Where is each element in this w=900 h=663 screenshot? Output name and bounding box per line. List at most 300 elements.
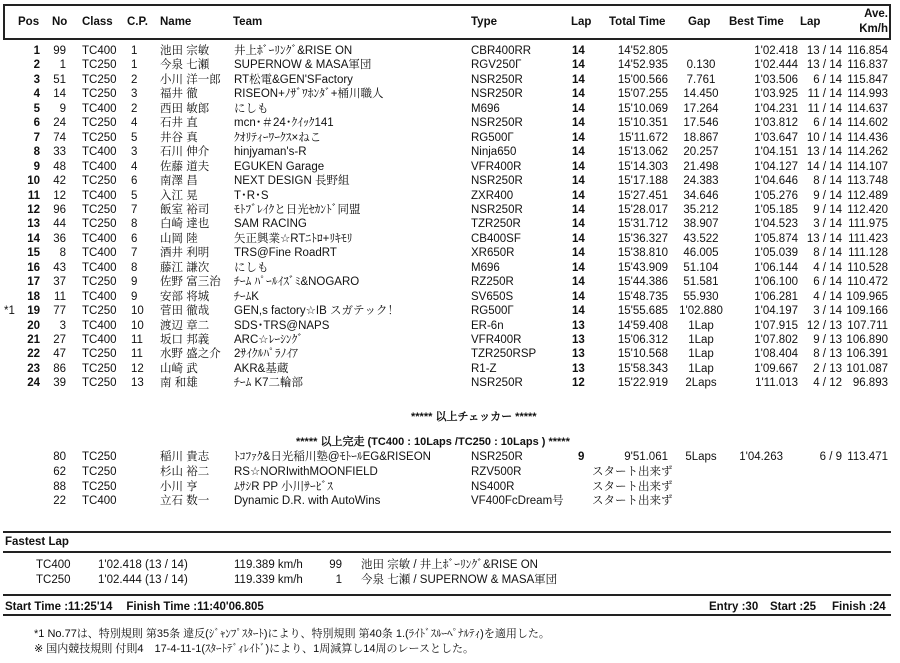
- cell-team: にしも: [234, 102, 269, 115]
- result-row: [0, 190, 900, 204]
- cell-gap: 17.546: [683, 117, 719, 130]
- cell-type: VFR400R: [471, 160, 522, 173]
- cell-lap: 14: [572, 102, 585, 115]
- cell-lap: 14: [572, 45, 585, 57]
- cell-total-time: 15'10.069: [617, 102, 668, 115]
- cell-pos: 18: [27, 290, 40, 303]
- checker-notice: ***** 以上チェッカー *****: [411, 411, 537, 423]
- cell-lap: 13: [572, 362, 585, 375]
- cell-total-time: 15'48.735: [617, 290, 668, 303]
- cell-ave: 107.711: [847, 319, 888, 332]
- cell-cp: 5: [131, 131, 138, 144]
- cell-no: 62: [53, 465, 66, 478]
- cell-type: VF400FcDream号: [471, 495, 564, 508]
- cell-pos: 3: [33, 73, 40, 86]
- cell-cp: 4: [131, 117, 138, 130]
- cell-lap: 9: [578, 451, 585, 463]
- cell-best-time: 1'04.523: [754, 218, 798, 231]
- cell-type: RG500Γ: [471, 131, 514, 144]
- cell-type: R1-Z: [471, 362, 497, 375]
- cell-total-time: 9'51.061: [624, 451, 668, 463]
- cell-no: 48: [53, 160, 66, 173]
- cell-type: SV650S: [471, 290, 514, 303]
- result-row: [0, 305, 900, 319]
- cell-name: 酒井 利明: [160, 247, 210, 260]
- cell-class: TC400: [82, 334, 117, 346]
- cell-best-time: 1'04.231: [754, 102, 798, 115]
- cell-name: 井谷 真: [160, 131, 198, 144]
- cell-best-lap: 8 / 14: [813, 247, 842, 260]
- result-row: [0, 146, 900, 160]
- cell-type: CBR400RR: [471, 45, 532, 57]
- cell-class: TC250: [82, 218, 117, 231]
- cell-ave: 101.087: [846, 362, 888, 375]
- cell-best-lap: 6 / 14: [813, 117, 842, 130]
- cell-cp: 10: [131, 319, 144, 332]
- cell-no: 36: [53, 232, 66, 245]
- cell-best-time: 1'05.874: [754, 232, 798, 245]
- cell-no: 37: [53, 276, 66, 289]
- cell-cp: 1: [131, 59, 138, 72]
- cell-team: ﾁｰﾑK: [234, 290, 259, 303]
- cell-best-time: 1'04.127: [754, 160, 798, 173]
- cell-best-time: 1'02.418: [754, 45, 798, 57]
- cell-team: SDS･TRS@NAPS: [234, 319, 330, 332]
- cell-team: ﾑｻｼR PP 小川ｻｰﾋﾞｽ: [234, 480, 333, 493]
- cell-cp: 7: [131, 203, 138, 216]
- header-cp: C.P.: [127, 16, 148, 28]
- cell-gap: 1Lap: [688, 319, 714, 332]
- cell-pos: 12: [27, 203, 40, 216]
- cell-ave: 110.472: [847, 276, 888, 289]
- cell-team: ﾁｰﾑ K7二輪部: [234, 377, 304, 390]
- cell-total-time: 15'14.303: [617, 160, 668, 173]
- cell-team: SAM RACING: [234, 218, 307, 231]
- cell-best-lap: 8 / 14: [813, 175, 842, 188]
- cell-ave: 115.847: [847, 73, 888, 86]
- fl-time: 1'02.444 (13 / 14): [98, 574, 188, 586]
- cell-pos: 13: [27, 218, 40, 231]
- cell-cp: 4: [131, 160, 138, 173]
- cell-name: 佐野 富三治: [160, 276, 221, 289]
- cell-best-lap: 14 / 14: [806, 160, 842, 173]
- fl-class: TC250: [36, 574, 71, 586]
- cell-cp: 2: [131, 102, 138, 115]
- cell-total-time: 14'52.805: [617, 45, 668, 57]
- cell-pos: 9: [33, 160, 40, 173]
- result-row: [0, 262, 900, 276]
- result-row: [0, 117, 900, 131]
- cell-class: TC250: [82, 73, 117, 86]
- cell-best-time: 1'03.925: [754, 88, 798, 101]
- cell-total-time: 15'07.255: [617, 88, 668, 101]
- cell-best-lap: 8 / 13: [813, 348, 842, 361]
- cell-best-time: 1'03.506: [754, 73, 798, 86]
- result-row: [0, 103, 900, 117]
- cell-gap: 35.212: [683, 203, 719, 216]
- cell-best-lap: 6 / 14: [813, 73, 842, 86]
- fl-no: 99: [329, 559, 342, 571]
- cell-total-time: 15'13.062: [617, 146, 668, 159]
- cell-total-time: 15'55.685: [617, 305, 668, 318]
- cell-name: 南澤 昌: [160, 175, 198, 188]
- cell-pos: 19: [27, 305, 40, 318]
- result-row: [0, 218, 900, 232]
- cell-lap: 14: [572, 59, 585, 72]
- result-row: [0, 45, 900, 59]
- cell-lap: 13: [572, 348, 585, 361]
- cell-class: TC250: [82, 348, 117, 361]
- header-type: Type: [471, 16, 497, 28]
- result-row: [0, 233, 900, 247]
- cell-pos: 16: [27, 261, 40, 274]
- cell-cp: 9: [131, 290, 138, 303]
- cell-pos: 20: [27, 319, 40, 332]
- cell-gap: 5Laps: [685, 451, 717, 463]
- fl-class: TC400: [36, 559, 71, 571]
- cell-type: TZR250RSP: [471, 348, 537, 361]
- cell-ave: 114.436: [847, 131, 888, 144]
- cell-name: 杉山 裕二: [160, 465, 210, 478]
- cell-gap: 2Laps: [685, 377, 717, 390]
- cell-ave: 106.391: [846, 348, 888, 361]
- cell-type: NSR250R: [471, 175, 523, 188]
- cell-cp: 3: [131, 88, 138, 101]
- cell-lap: 14: [572, 290, 585, 303]
- cell-type: NSR250R: [471, 117, 523, 130]
- cell-best-lap: 12 / 13: [806, 319, 842, 332]
- divider: [3, 594, 891, 596]
- cell-best-lap: 4 / 14: [813, 290, 842, 303]
- cell-class: TC400: [82, 160, 117, 173]
- cell-cp: 3: [131, 146, 138, 159]
- cell-total-time: 15'31.712: [617, 218, 668, 231]
- cell-best-lap: 11 / 14: [807, 102, 842, 115]
- cell-team: AKR&基蔵: [234, 362, 289, 375]
- cell-name: 南 和雄: [160, 377, 198, 390]
- cell-total-time: 15'06.312: [617, 334, 668, 346]
- cell-lap: 14: [572, 131, 585, 144]
- cell-gap: 18.867: [683, 131, 719, 144]
- cell-class: TC400: [82, 146, 117, 159]
- cell-team: T･R･S: [234, 189, 269, 202]
- cell-name: 渡辺 章二: [160, 319, 210, 332]
- cell-type: RZ250R: [471, 276, 514, 289]
- cell-team: ﾄｺﾌｧｸ&日光稲川塾@ﾓﾄｰﾙEG&RISEON: [234, 451, 431, 463]
- cell-name: 小川 洋一郎: [160, 73, 221, 86]
- result-row: [0, 59, 900, 73]
- cell-best-lap: 2 / 13: [813, 362, 842, 375]
- cell-best-time: 1'07.915: [754, 319, 798, 332]
- cell-type: NSR250R: [471, 377, 523, 390]
- cell-best-time: 1'04.151: [754, 146, 798, 159]
- cell-no: 1: [59, 59, 66, 72]
- footnote-1: *1 No.77は、特別規則 第35条 違反(ｼﾞｬﾝﾌﾟｽﾀｰﾄ)により、特別規則 第40条 1.(ﾗｲﾄﾞｽﾙｰﾍﾟﾅﾙﾃｨ)を適用した。: [34, 628, 550, 640]
- cell-name: 安部 将城: [160, 290, 210, 303]
- cell-gap: 1Lap: [688, 362, 714, 375]
- cell-lap: 13: [572, 319, 585, 332]
- cell-name: 立石 数一: [160, 495, 210, 508]
- cell-lap: 12: [572, 377, 585, 390]
- cell-cp: 11: [131, 348, 143, 361]
- cell-ave: 114.637: [847, 102, 888, 115]
- cell-pos: 6: [33, 117, 40, 130]
- header-lap: Lap: [571, 16, 592, 28]
- divider: [3, 614, 891, 616]
- cell-best-lap: 3 / 14: [813, 305, 842, 318]
- cell-pos: 15: [27, 247, 40, 260]
- cell-best-lap: 13 / 14: [806, 45, 842, 57]
- cell-total-time: 15'28.017: [617, 203, 668, 216]
- cell-ave: 114.262: [847, 146, 888, 159]
- cell-cp: 8: [131, 218, 138, 231]
- cell-type: RGV250Γ: [471, 59, 522, 72]
- fl-rider: 池田 宗敏 / 井上ﾎﾞｰﾘﾝｸﾞ&RISE ON: [361, 559, 538, 571]
- cell-no: 44: [53, 218, 66, 231]
- non-classified-row: [0, 451, 900, 465]
- cell-type: ER-6n: [471, 319, 504, 332]
- cell-team: にしも: [234, 261, 269, 274]
- cell-gap: 1Lap: [688, 334, 714, 346]
- cell-lap: 14: [572, 189, 585, 202]
- cell-class: TC400: [82, 102, 117, 115]
- cell-pos: 8: [33, 146, 40, 159]
- cell-best-time: 1'08.404: [754, 348, 798, 361]
- cell-class: TC400: [82, 189, 117, 202]
- cell-team: ｸｵﾘﾃｨｰﾜｰｸｽ×ねこ: [234, 131, 322, 144]
- cell-class: TC250: [82, 451, 117, 463]
- cell-lap: 14: [572, 305, 585, 318]
- finish-count: Finish :24: [832, 601, 886, 613]
- cell-pos: 7: [33, 131, 40, 144]
- cell-no: 9: [59, 102, 66, 115]
- cell-gap: 51.581: [683, 276, 719, 289]
- cell-best-time: 1'03.812: [754, 117, 798, 130]
- non-classified-row: [0, 466, 900, 480]
- cell-team: mcn･＃24･ｸｲｯｸ141: [234, 117, 334, 130]
- cell-type: Ninja650: [471, 146, 517, 159]
- result-row: [0, 320, 900, 334]
- cell-best-lap: 13 / 14: [806, 59, 842, 72]
- non-classified-row: [0, 495, 900, 509]
- cell-gap: 20.257: [683, 146, 719, 159]
- cell-best-time: 1'06.281: [754, 290, 798, 303]
- cell-name: 藤江 謙次: [160, 261, 210, 274]
- cell-cp: 8: [131, 261, 138, 274]
- cell-status: スタート出来ず: [592, 495, 673, 508]
- cell-name: 佐藤 道夫: [160, 160, 210, 173]
- cell-name: 山岡 陸: [160, 232, 198, 245]
- cell-ave: 111.128: [848, 247, 888, 260]
- cell-name: 小川 亨: [160, 480, 198, 493]
- cell-total-time: 15'36.327: [617, 232, 668, 245]
- cell-class: TC250: [82, 276, 117, 289]
- cell-no: 24: [53, 117, 66, 130]
- cell-best-lap: 13 / 14: [806, 232, 842, 245]
- cell-best-time: 1'04.263: [739, 451, 783, 463]
- header-class: Class: [82, 16, 113, 28]
- cell-class: TC250: [82, 117, 117, 130]
- cell-no: 99: [53, 45, 66, 57]
- cell-cp: 6: [131, 175, 138, 188]
- cell-class: TC250: [82, 131, 117, 144]
- fastest-lap-row: [0, 559, 900, 573]
- cell-ave: 112.489: [847, 189, 888, 202]
- cell-team: RISEON+ﾉｻﾞﾜﾎﾝﾀﾞ+桶川職人: [234, 88, 384, 101]
- header-team: Team: [233, 16, 263, 28]
- cell-no: 3: [59, 319, 66, 332]
- cell-name: 福井 徹: [160, 88, 198, 101]
- cell-type: RZV500R: [471, 465, 522, 478]
- start-time: Start Time :11:25'14: [5, 601, 113, 613]
- cell-name: 西田 敏郎: [160, 102, 210, 115]
- cell-name: 白崎 達也: [160, 218, 210, 231]
- cell-no: 14: [53, 88, 66, 101]
- start-count: Start :25: [770, 601, 817, 613]
- cell-best-lap: 11 / 14: [807, 88, 842, 101]
- cell-name: 飯室 裕司: [160, 203, 210, 216]
- cell-cp: 6: [131, 232, 138, 245]
- cell-lap: 14: [572, 160, 585, 173]
- cell-type: TZR250R: [471, 218, 521, 231]
- cell-best-time: 1'07.802: [754, 334, 798, 346]
- cell-lap: 14: [572, 247, 585, 260]
- cell-lap: 14: [572, 146, 585, 159]
- cell-cp: 1: [131, 45, 138, 57]
- cell-best-time: 1'02.444: [754, 59, 798, 72]
- cell-pos: 4: [33, 88, 40, 101]
- cell-type: RG500Γ: [471, 305, 514, 318]
- cell-ave: 111.423: [848, 232, 888, 245]
- non-classified-row: [0, 481, 900, 495]
- cell-ave: 113.471: [847, 451, 888, 463]
- fl-speed: 119.339 km/h: [234, 574, 303, 586]
- cell-total-time: 15'10.351: [617, 117, 668, 130]
- cell-best-time: 1'03.647: [754, 131, 798, 144]
- cell-pos: 24: [27, 377, 40, 390]
- cell-type: NSR250R: [471, 451, 523, 463]
- cell-team: ﾓﾄﾌﾞﾚｲｸと日光ｾｶﾝﾄﾞ同盟: [234, 203, 361, 216]
- cell-team: NEXT DESIGN 長野組: [234, 175, 350, 188]
- divider: [3, 531, 891, 533]
- cell-name: 入江 晃: [160, 189, 198, 202]
- cell-gap: 14.450: [683, 88, 719, 101]
- cell-lap: 14: [572, 73, 585, 86]
- cell-gap: 0.130: [686, 59, 716, 72]
- cell-best-time: 1'05.185: [754, 203, 798, 216]
- cell-cp: 12: [131, 362, 144, 375]
- cell-best-lap: 3 / 14: [813, 218, 842, 231]
- cell-ave: 116.837: [847, 59, 888, 72]
- fl-time: 1'02.418 (13 / 14): [98, 559, 188, 571]
- penalty-mark: *1: [4, 305, 15, 318]
- cell-pos: 14: [27, 232, 40, 245]
- cell-no: 27: [53, 334, 66, 346]
- cell-lap: 14: [572, 218, 585, 231]
- header-pos: Pos: [18, 16, 40, 28]
- cell-gap: 17.264: [683, 102, 719, 115]
- cell-best-lap: 9 / 14: [813, 203, 842, 216]
- cell-team: 井上ﾎﾞｰﾘﾝｸﾞ&RISE ON: [234, 45, 353, 57]
- result-row: [0, 334, 900, 348]
- finish-time: Finish Time :11:40'06.805: [126, 601, 264, 613]
- cell-type: CB400SF: [471, 232, 521, 245]
- cell-no: 39: [53, 377, 66, 390]
- cell-ave: 110.528: [847, 261, 888, 274]
- cell-pos: 5: [33, 102, 40, 115]
- cell-class: TC250: [82, 203, 117, 216]
- cell-best-lap: 10 / 14: [806, 131, 842, 144]
- cell-total-time: 15'44.386: [617, 276, 668, 289]
- cell-class: TC250: [82, 465, 117, 478]
- cell-pos: 1: [33, 45, 40, 57]
- cell-no: 80: [53, 451, 66, 463]
- cell-team: GEN,s factory☆IB スガテック！: [234, 305, 399, 318]
- cell-cp: 5: [131, 189, 138, 202]
- cell-status: スタート出来ず: [592, 480, 673, 493]
- cell-class: TC400: [82, 290, 117, 303]
- cell-no: 86: [53, 362, 66, 375]
- cell-name: 山崎 武: [160, 362, 198, 375]
- cell-class: TC400: [82, 45, 117, 57]
- cell-best-lap: 6 / 9: [819, 451, 842, 463]
- cell-ave: 109.965: [846, 290, 888, 303]
- cell-type: NSR250R: [471, 203, 523, 216]
- cell-team: SUPERNOW & MASA軍団: [234, 59, 372, 72]
- result-row: [0, 161, 900, 175]
- cell-lap: 14: [572, 203, 585, 216]
- divider: [3, 551, 891, 553]
- cell-gap: 51.104: [683, 261, 719, 274]
- header-ave-line1: Ave.: [864, 8, 888, 20]
- cell-total-time: 15'43.909: [617, 261, 668, 274]
- cell-ave: 116.854: [847, 45, 888, 57]
- cell-total-time: 15'58.343: [617, 362, 668, 375]
- cell-team: hinjyaman's-R: [234, 146, 307, 159]
- cell-pos: 17: [27, 276, 40, 289]
- cell-class: TC250: [82, 305, 117, 318]
- result-row: [0, 348, 900, 362]
- cell-gap: 43.522: [683, 232, 719, 245]
- cell-gap: 7.761: [686, 73, 716, 86]
- cell-ave: 112.420: [847, 203, 888, 216]
- cell-name: 石井 直: [160, 117, 198, 130]
- cell-class: TC400: [82, 247, 117, 260]
- cell-name: 稲川 貴志: [160, 451, 210, 463]
- cell-pos: 11: [27, 189, 40, 202]
- cell-no: 47: [53, 348, 66, 361]
- cell-team: Dynamic D.R. with AutoWins: [234, 495, 381, 508]
- header-name: Name: [160, 16, 192, 28]
- cell-total-time: 15'27.451: [617, 189, 668, 202]
- cell-gap: 1Lap: [688, 348, 714, 361]
- cell-gap: 21.498: [683, 160, 719, 173]
- cell-no: 33: [53, 146, 66, 159]
- cell-best-lap: 9 / 13: [813, 334, 842, 346]
- header-no: No: [52, 16, 68, 28]
- cell-total-time: 15'17.188: [617, 175, 668, 188]
- cell-gap: 34.646: [683, 189, 719, 202]
- cell-cp: 11: [131, 334, 143, 346]
- cell-team: 矢正興業☆RTﾆﾄﾛ+ﾘｷﾓﾘ: [234, 232, 353, 245]
- cell-best-time: 1'04.646: [754, 175, 798, 188]
- cell-lap: 14: [572, 276, 585, 289]
- cell-total-time: 15'11.672: [618, 131, 668, 144]
- cell-class: TC400: [82, 232, 117, 245]
- cell-class: TC250: [82, 377, 117, 390]
- cell-ave: 96.893: [852, 377, 888, 390]
- result-row: [0, 88, 900, 102]
